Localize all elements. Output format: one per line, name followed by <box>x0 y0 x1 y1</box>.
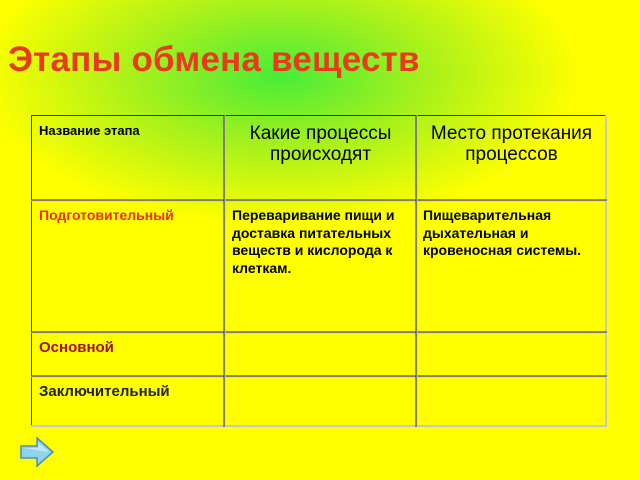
header-location: Место протекания процессов <box>430 123 593 166</box>
arrow-right-icon <box>19 436 55 468</box>
location-main <box>418 335 605 375</box>
header-stage-name: Название этапа <box>39 123 140 138</box>
stage-final: Заключительный <box>39 383 170 400</box>
location-preparatory: Пищеварительная дыхательная и кровеносная системы. <box>423 207 582 258</box>
processes-main <box>226 335 415 375</box>
stage-main: Основной <box>39 339 114 356</box>
location-final <box>418 379 605 425</box>
stages-table <box>31 115 607 427</box>
slide-title: Этапы обмена веществ <box>8 40 420 79</box>
next-slide-button[interactable] <box>19 436 55 468</box>
stage-preparatory: Подготовительный <box>39 207 174 223</box>
header-processes: Какие процессы происходят <box>249 123 392 166</box>
processes-preparatory: Переваривание пищи и доставка питательных веществ и кислорода к клеткам. <box>232 207 395 276</box>
processes-final <box>226 379 415 425</box>
